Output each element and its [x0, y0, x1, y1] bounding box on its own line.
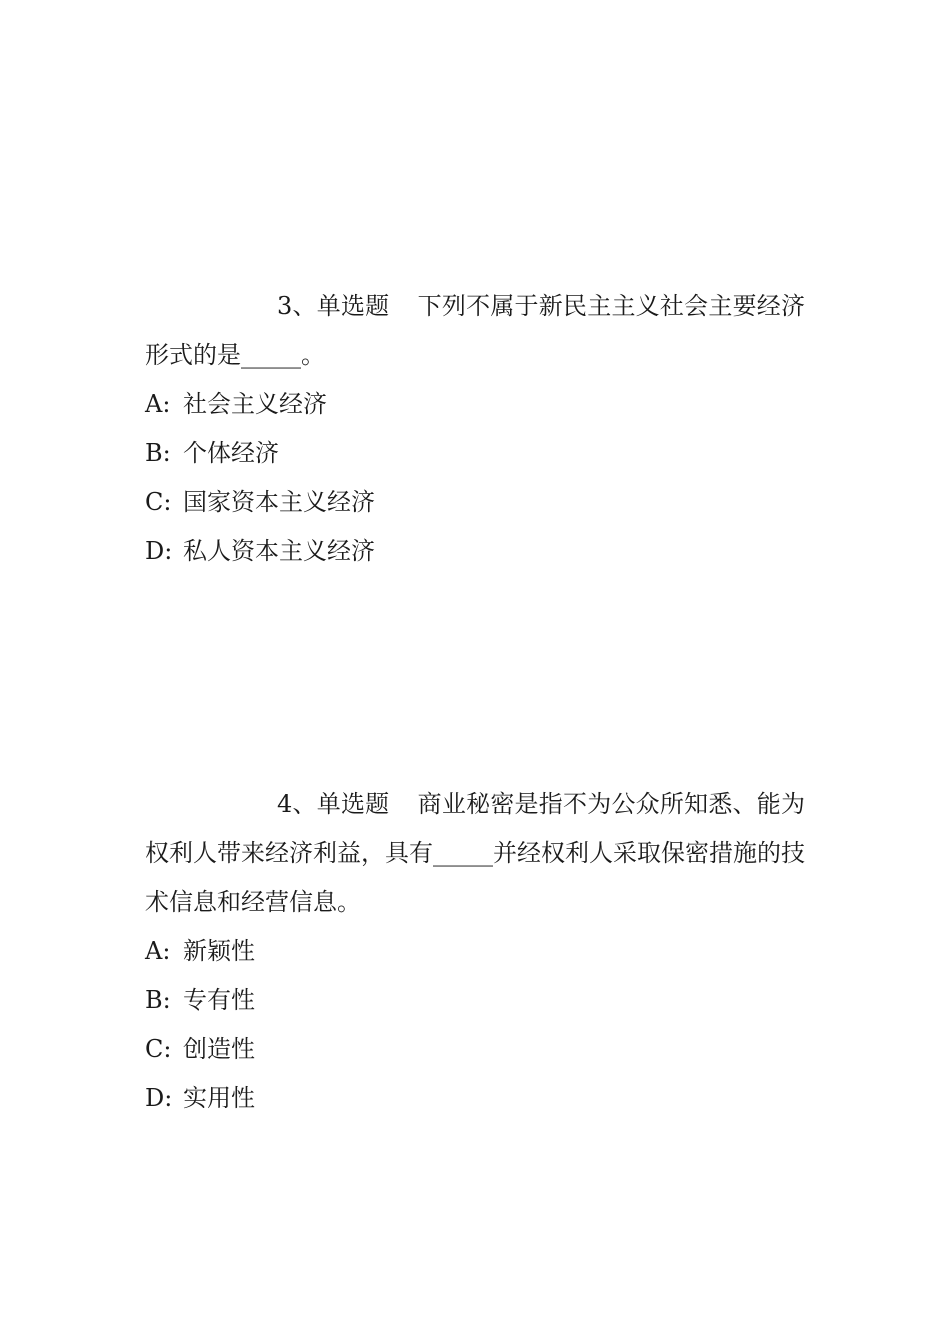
- option-c: [145, 478, 805, 527]
- question-type: 单选题: [316, 790, 390, 818]
- option-letter: C:: [145, 1035, 172, 1063]
- option-letter: C:: [145, 488, 172, 516]
- option-text: 新颖性: [183, 937, 255, 965]
- option-text: 专有性: [183, 986, 255, 1014]
- option-text: 社会主义经济: [183, 390, 327, 418]
- question-text: 商业秘密是指不为公众所知悉、能为权利人带来经济利益，具有_____并经权利人采取保密措施的技术信息和经营信息。: [145, 790, 806, 916]
- question-3: [145, 282, 805, 576]
- question-number: 4、: [277, 790, 317, 818]
- option-text: 私人资本主义经济: [183, 537, 375, 565]
- option-c: [145, 1025, 805, 1074]
- option-b: [145, 429, 805, 478]
- question-number: 3、: [277, 292, 317, 320]
- question-stem: [145, 780, 805, 927]
- option-letter: B:: [145, 439, 171, 467]
- question-type: 单选题: [316, 292, 390, 320]
- option-letter: A:: [145, 390, 171, 418]
- option-b: [145, 976, 805, 1025]
- option-text: 国家资本主义经济: [183, 488, 375, 516]
- question-4: [145, 780, 805, 1123]
- question-text: 下列不属于新民主主义社会主要经济形式的是_____。: [145, 292, 806, 369]
- option-letter: D:: [145, 537, 173, 565]
- option-letter: A:: [145, 937, 171, 965]
- option-letter: B:: [145, 986, 171, 1014]
- option-a: [145, 380, 805, 429]
- option-d: [145, 527, 805, 576]
- option-text: 个体经济: [183, 439, 279, 467]
- option-a: [145, 927, 805, 976]
- options-list: [145, 927, 805, 1123]
- option-d: [145, 1074, 805, 1123]
- question-stem: [145, 282, 805, 380]
- option-text: 实用性: [183, 1084, 255, 1112]
- options-list: [145, 380, 805, 576]
- option-text: 创造性: [183, 1035, 255, 1063]
- option-letter: D:: [145, 1084, 173, 1112]
